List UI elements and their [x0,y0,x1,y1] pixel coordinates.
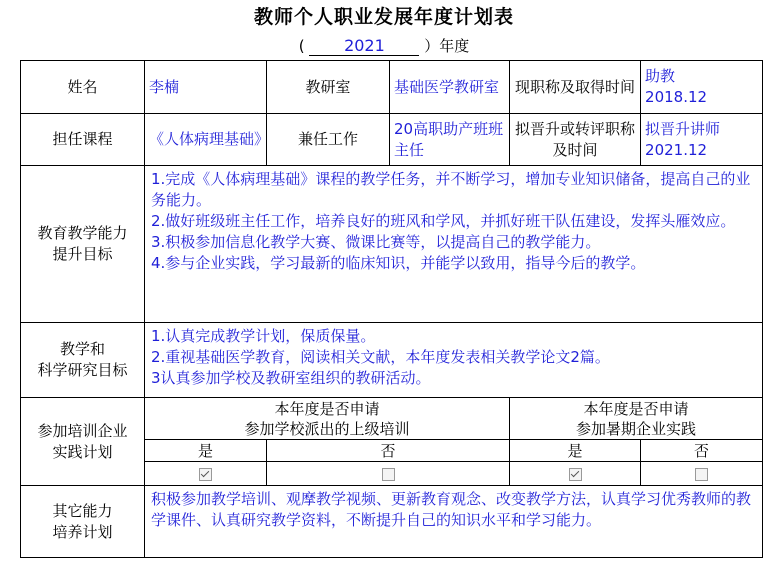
year-open-paren: ( [298,37,305,55]
promotion-value-line2: 2021.12 [645,140,708,159]
teaching-goal-item-3: 3.积极参加信息化教学大赛、微课比赛等，以提高自己的教学能力。 [151,233,601,251]
q1-yes-checkbox[interactable] [199,468,212,481]
q2-yes-checkbox[interactable] [569,468,582,481]
teaching-goal-label-line2: 提升目标 [52,245,113,263]
research-goal-item-1: 1.认真完成教学计划，保质保量。 [151,327,376,345]
teaching-goal-text[interactable] [145,166,763,323]
training-label-line1: 参加培训企业 [37,421,128,440]
training-q1-line2: 参加学校派出的上级培训 [244,419,410,438]
title-value-line1: 助教 [645,67,676,85]
training-q2-line2: 参加暑期企业实践 [576,419,697,438]
q2-no-label: 否 [641,440,763,462]
q1-yes-cell [145,462,267,486]
plan-table [20,60,763,558]
other-plan-label-line1: 其它能力 [52,501,113,520]
research-goal-label-line1: 教学和 [59,340,105,358]
research-goal-item-3: 3认真参加学校及教研室组织的教研活动。 [151,369,431,387]
q2-no-cell [641,462,763,486]
training-q1 [145,398,510,440]
teaching-goal-item-2: 2.做好班级班主任工作，培养良好的班风和学风，并抓好班干队伍建设，发挥头雁效应。 [151,212,736,230]
q2-no-checkbox[interactable] [695,468,708,481]
training-label [21,398,145,486]
teaching-goal-label [21,166,145,323]
title-value-line2: 2018.12 [645,88,708,106]
title-value[interactable] [641,61,763,114]
research-goal-item-2: 2.重视基础医学教育，阅读相关文献，本年度发表相关教学论文2篇。 [151,348,610,366]
form-title: 教师个人职业发展年度计划表 [253,6,514,28]
other-plan-label-line2: 培养计划 [52,522,113,541]
training-q2-line1: 本年度是否申请 [583,399,689,418]
teaching-goal-item-1: 1.完成《人体病理基础》课程的教学任务，并不断学习，增加专业知识储备，提高自己的业务能力。 [151,170,751,209]
promotion-value-line1: 拟晋升讲师 [645,119,721,138]
q1-yes-label: 是 [145,440,267,462]
name-label: 姓名 [21,61,145,114]
dept-value[interactable]: 基础医学教研室 [390,61,510,114]
year-field[interactable]: 2021 [309,37,419,56]
year-line [0,35,768,56]
course-value[interactable]: 《人体病理基础》 [145,114,267,166]
promotion-label: 拟晋升或转评职称及时间 [510,114,641,166]
parttime-value[interactable]: 20高职助产班班主任 [390,114,510,166]
q2-yes-label: 是 [510,440,641,462]
promotion-value[interactable] [641,114,763,166]
teaching-goal-item-4: 4.参与企业实践，学习最新的临床知识，并能学以致用，指导今后的教学。 [151,254,646,272]
q2-yes-cell [510,462,641,486]
course-label: 担任课程 [21,114,145,166]
training-q1-line1: 本年度是否申请 [274,399,380,418]
name-value[interactable]: 李楠 [145,61,267,114]
research-goal-label [21,323,145,398]
q1-no-cell [267,462,510,486]
research-goal-text[interactable] [145,323,763,398]
parttime-label: 兼任工作 [267,114,390,166]
training-q2 [510,398,763,440]
q1-no-label: 否 [267,440,510,462]
other-plan-label [21,486,145,558]
teaching-goal-label-line1: 教育教学能力 [37,224,128,242]
q1-no-checkbox[interactable] [382,468,395,481]
year-close-paren: ）年度 [424,37,470,55]
training-label-line2: 实践计划 [52,442,113,461]
other-plan-text[interactable]: 积极参加教学培训、观摩教学视频、更新教育观念、改变教学方法，认真学习优秀教师的教学课件、认真研究教学资料，不断提升自己的知识水平和学习能力。 [145,486,763,558]
dept-label: 教研室 [267,61,390,114]
research-goal-label-line2: 科学研究目标 [37,361,128,379]
title-label: 现职称及取得时间 [510,61,641,114]
